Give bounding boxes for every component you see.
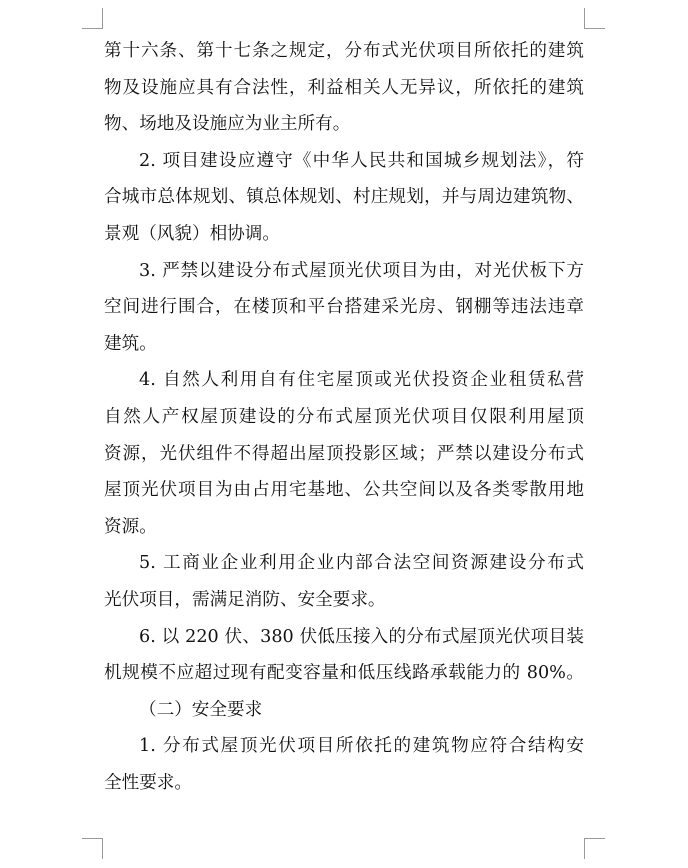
- text-line: 3. 严禁以建设分布式屋顶光伏项目为由，对光伏板下方: [139, 260, 584, 281]
- document-body: [104, 33, 584, 801]
- paragraph-item-5: [104, 545, 584, 618]
- text-line: 1. 分布式屋顶光伏项目所依托的建筑物应符合结构安: [139, 736, 584, 757]
- text-line: 全性要求。: [104, 772, 192, 793]
- text-line: 景观（风貌）相协调。: [104, 223, 280, 244]
- text-line: 机规模不应超过现有配变容量和低压线路承载能力的 80%。: [104, 663, 584, 684]
- text-line: 物及设施应具有合法性，利益相关人无异议，所依托的建筑: [104, 77, 584, 98]
- text-line: 屋顶光伏项目为由占用宅基地、公共空间以及各类零散用地: [104, 480, 584, 501]
- corner-mark-top-left: [82, 8, 103, 29]
- text-line: 建筑。: [104, 333, 157, 354]
- text-line: 资源。: [104, 516, 157, 537]
- text-line: 合城市总体规划、镇总体规划、村庄规划，并与周边建筑物、: [104, 187, 584, 208]
- corner-mark-bottom-left: [82, 838, 103, 859]
- text-line: 6. 以 220 伏、380 伏低压接入的分布式屋顶光伏项目装: [139, 626, 584, 647]
- paragraph-item-4: [104, 362, 584, 545]
- corner-mark-top-right: [584, 8, 605, 29]
- text-line: 物、场地及设施应为业主所有。: [104, 114, 351, 135]
- paragraph-item-6: [104, 619, 584, 692]
- paragraph-item-2: [104, 143, 584, 253]
- paragraph-safety-1: [104, 728, 584, 801]
- text-line: 4. 自然人利用自有住宅屋顶或光伏投资企业租赁私营: [139, 370, 584, 391]
- text-line: 自然人产权屋顶建设的分布式屋顶光伏项目仅限利用屋顶: [104, 406, 584, 427]
- text-line: 光伏项目，需满足消防、安全要求。: [104, 589, 386, 610]
- text-line: 2. 项目建设应遵守《中华人民共和国城乡规划法》，符: [139, 150, 584, 171]
- paragraph-item-3: [104, 253, 584, 363]
- section-heading: [104, 692, 584, 729]
- paragraph-intro: [104, 33, 584, 143]
- text-line: 资源，光伏组件不得超出屋顶投影区域；严禁以建设分布式: [104, 443, 584, 464]
- text-line: 5. 工商业企业利用企业内部合法空间资源建设分布式: [139, 553, 584, 574]
- text-line: 空间进行围合，在楼顶和平台搭建采光房、钢棚等违法违章: [104, 297, 584, 318]
- text-line: 第十六条、第十七条之规定，分布式光伏项目所依托的建筑: [104, 41, 584, 61]
- corner-mark-bottom-right: [584, 838, 605, 859]
- section-heading-text: （二）安全要求: [139, 699, 263, 720]
